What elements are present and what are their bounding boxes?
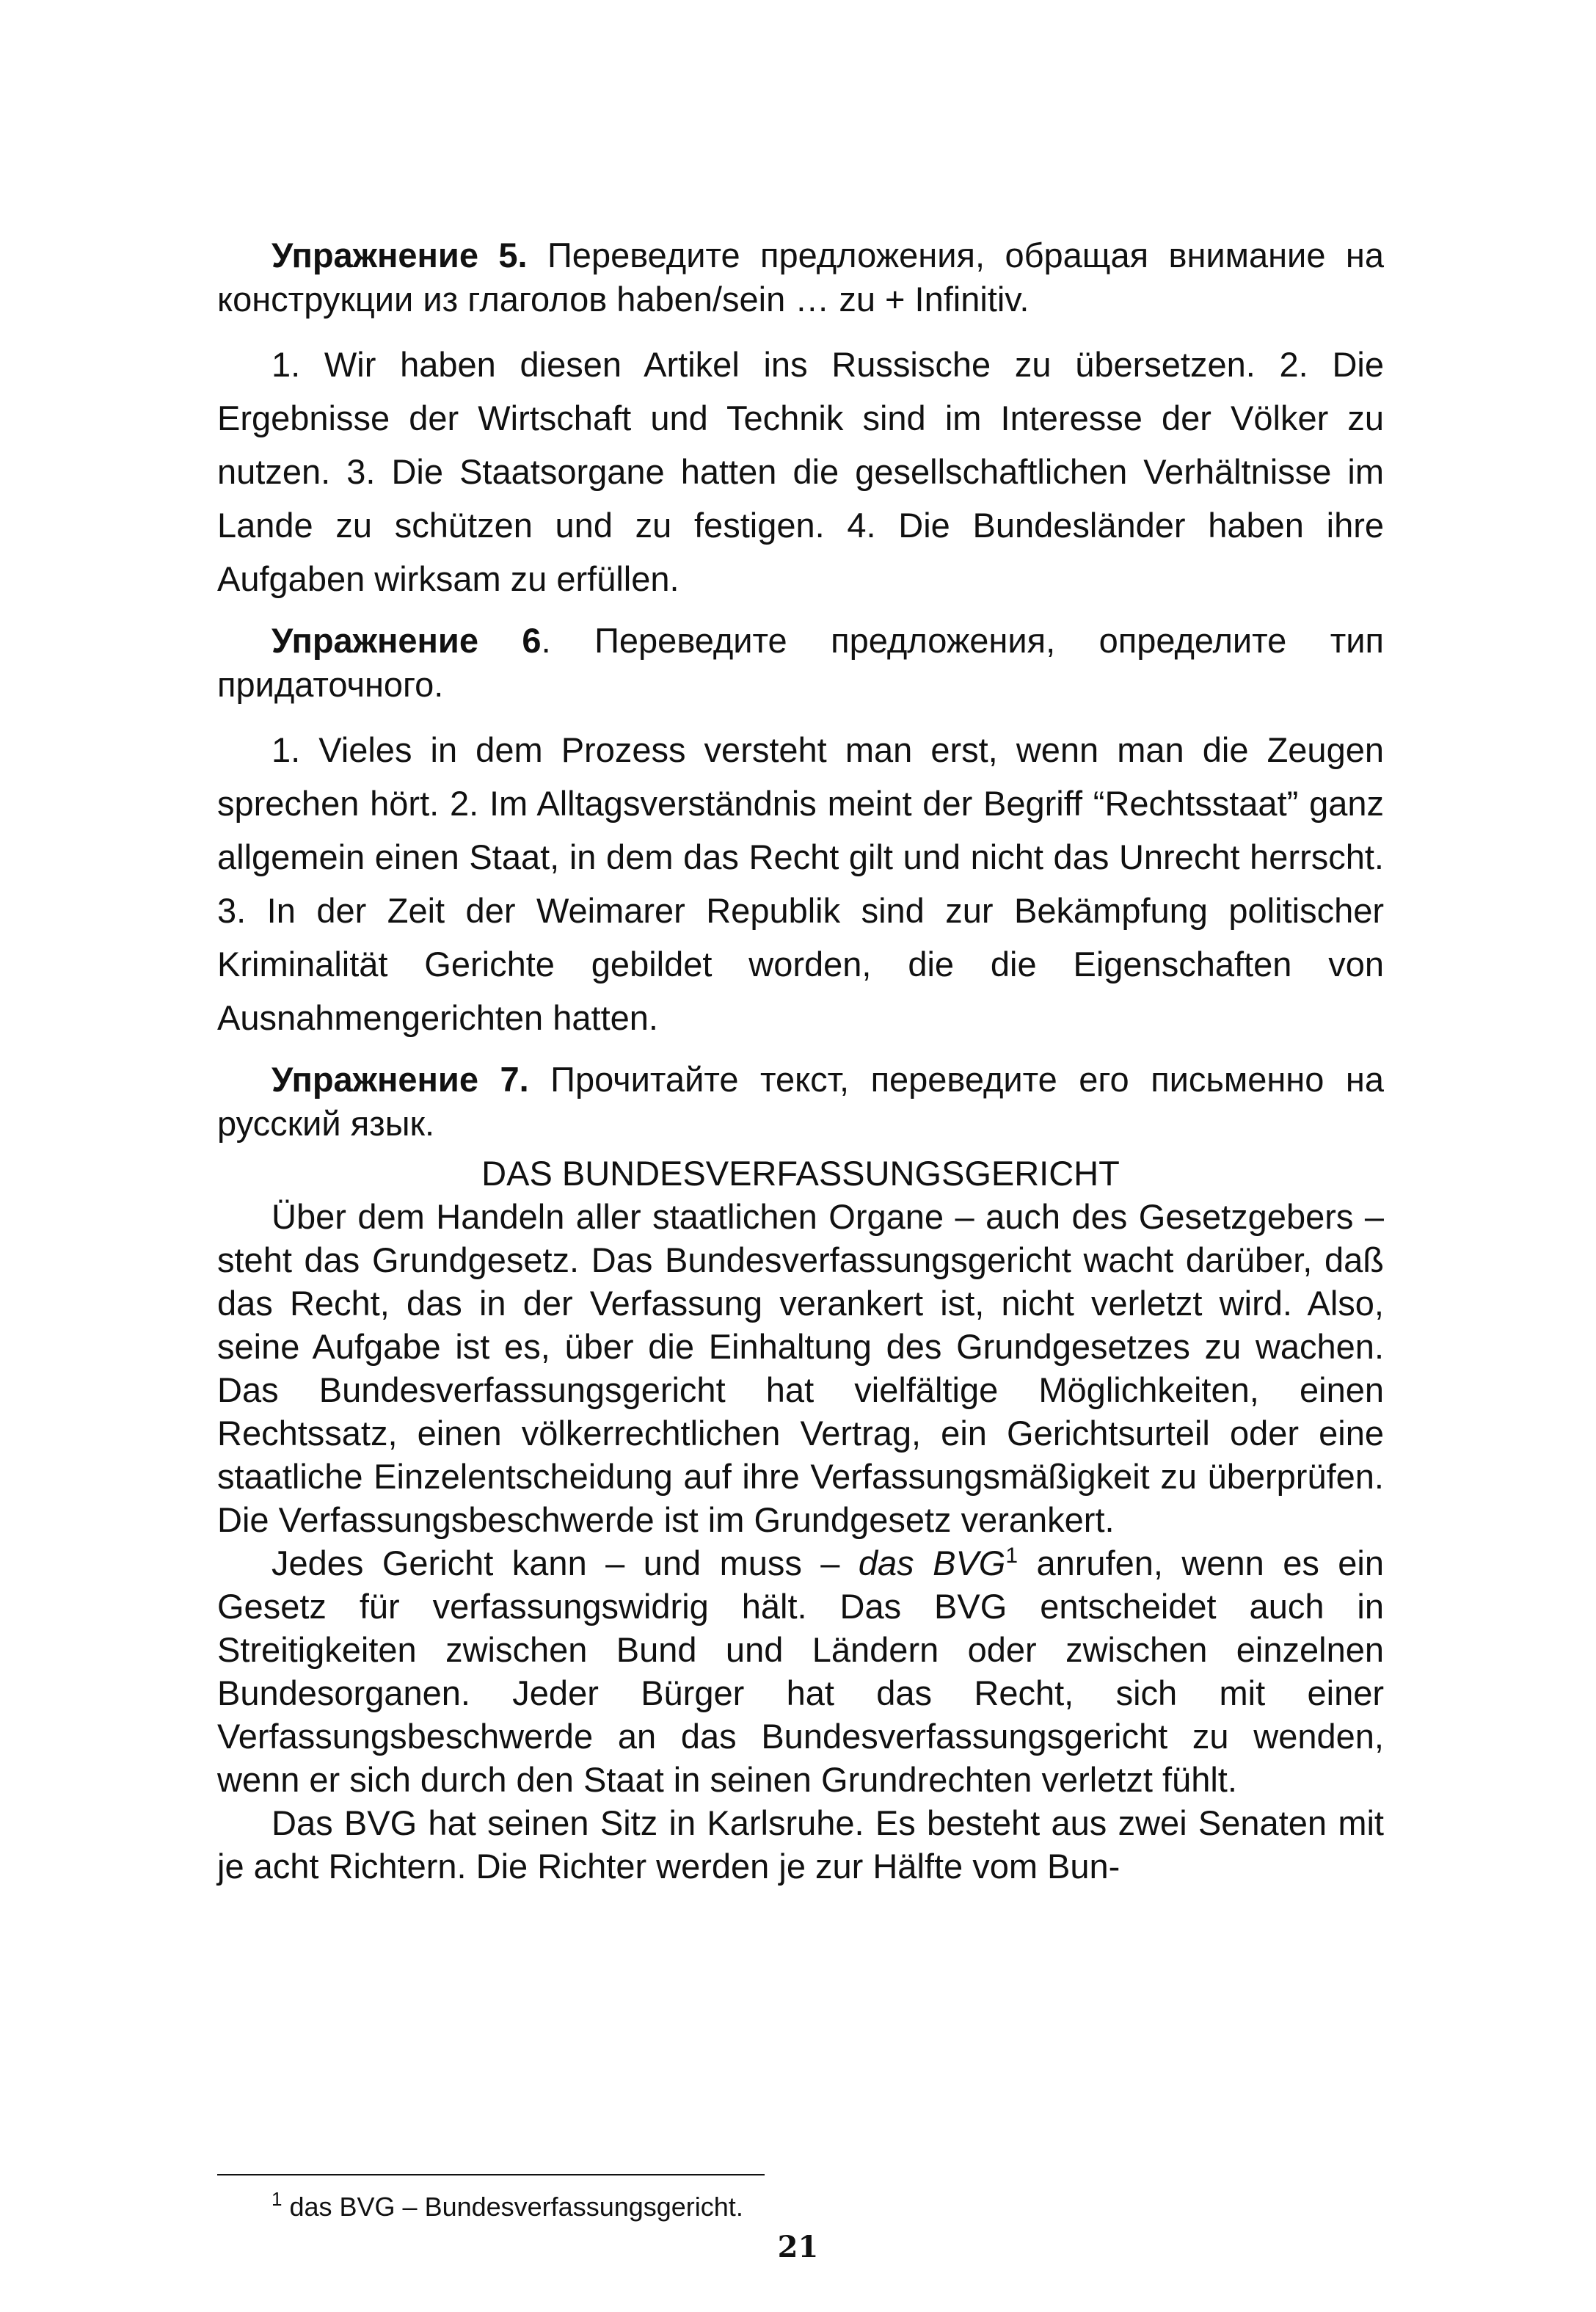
abbreviation-bvg: das BVG — [858, 1544, 1006, 1582]
page-number: 21 — [777, 2230, 819, 2264]
footnote — [272, 2188, 743, 2223]
text-paragraph-3: Das BVG hat seinen Sitz in Karlsruhe. Es besteht aus zwei Senaten mit je acht Richtern. Die Richter werden je zur Hälfte vom Bun- — [217, 1803, 1384, 1886]
exercise-7-label: Упражнение 7. — [272, 1060, 529, 1099]
footnote-reference: 1 — [1005, 1544, 1019, 1568]
text-title: DAS BUNDESVERFASSUNGSGERICHT — [481, 1154, 1120, 1193]
exercise-5-instruction: Переведите предложения, обращая внимание на конструкции из глаголов haben/sein … zu + Infinitiv. — [217, 236, 1384, 319]
text-paragraph-2 — [217, 1541, 1384, 1801]
exercise-6-heading — [217, 619, 1384, 707]
footnote-divider — [217, 2174, 765, 2175]
footnote-text: das BVG – Bundesverfassungsgericht. — [289, 2192, 743, 2222]
paragraph-2-start: Jedes Gericht kann – und muss – — [272, 1544, 859, 1582]
exercise-6-label: Упражнение 6 — [272, 621, 542, 660]
exercise-6-items: 1. Vieles in dem Prozess versteht man erst, wenn man die Zeugen sprechen hört. 2. Im Alltagsverständnis meint der Begriff “Rechtsstaat” ganz allgemein einen Staat, in dem das Recht gilt und nicht das Unrecht herrscht. 3. In der Zeit der Weimarer Republik sind zur Bekämpfung politischer Kriminalität Gerichte gebildet worden, die die Eigenschaften von Ausnahmengerichten hatten. — [217, 730, 1384, 1037]
exercise-5-label: Упражнение 5. — [272, 236, 528, 275]
exercise-5-items: 1. Wir haben diesen Artikel ins Russische zu übersetzen. 2. Die Ergebnisse der Wirtschaft und Technik sind im Interesse der Völker zu nutzen. 3. Die Staatsorgane hatten die gesellschaftlichen Verhältnisse im Lande zu schützen und zu festigen. 4. Die Bundesländer haben ihre Aufgaben wirksam zu erfüllen. — [217, 345, 1384, 598]
exercise-5-heading — [217, 233, 1384, 321]
paragraph-2-end: anrufen, wenn es ein Gesetz für verfassungswidrig hält. Das BVG entscheidet auch in Streitigkeiten zwischen Bund und Ländern oder zwischen einzelnen Bundesorganen. Jeder Bürger hat das Recht, sich mit einer Verfassungsbeschwerde an das Bundesverfassungsgericht zu wenden, wenn er sich durch den Staat in seinen Grundrechten verletzt fühlt. — [217, 1544, 1385, 1799]
text-paragraph-1: Über dem Handeln aller staatlichen Organe – auch des Gesetzgebers – steht das Grundgesetz. Das Bundesverfassungsgericht wacht darüber, daß das Recht, das in der Verfassung verankert ist, nicht verletzt wird. Also, seine Aufgabe ist es, über die Einhaltung des Grundgesetzes zu wachen. Das Bundesverfassungsgericht hat vielfältige Möglichkeiten, einen Rechtssatz, einen völkerrechtlichen Vertrag, ein Gerichtsurteil oder eine staatliche Einzelentscheidung auf ihre Verfassungsmäßigkeit zu überprüfen. Die Verfassungsbeschwerde ist im Grundgesetz verankert. — [217, 1197, 1384, 1539]
exercise-6-instruction: . Переведите предложения, определите тип придаточного. — [217, 621, 1384, 704]
exercise-7-instruction: Прочитайте текст, переведите его письменно на русский язык. — [217, 1060, 1384, 1143]
exercise-7-heading — [217, 1058, 1384, 1146]
footnote-mark: 1 — [272, 2188, 283, 2210]
text-column — [217, 233, 1384, 1888]
